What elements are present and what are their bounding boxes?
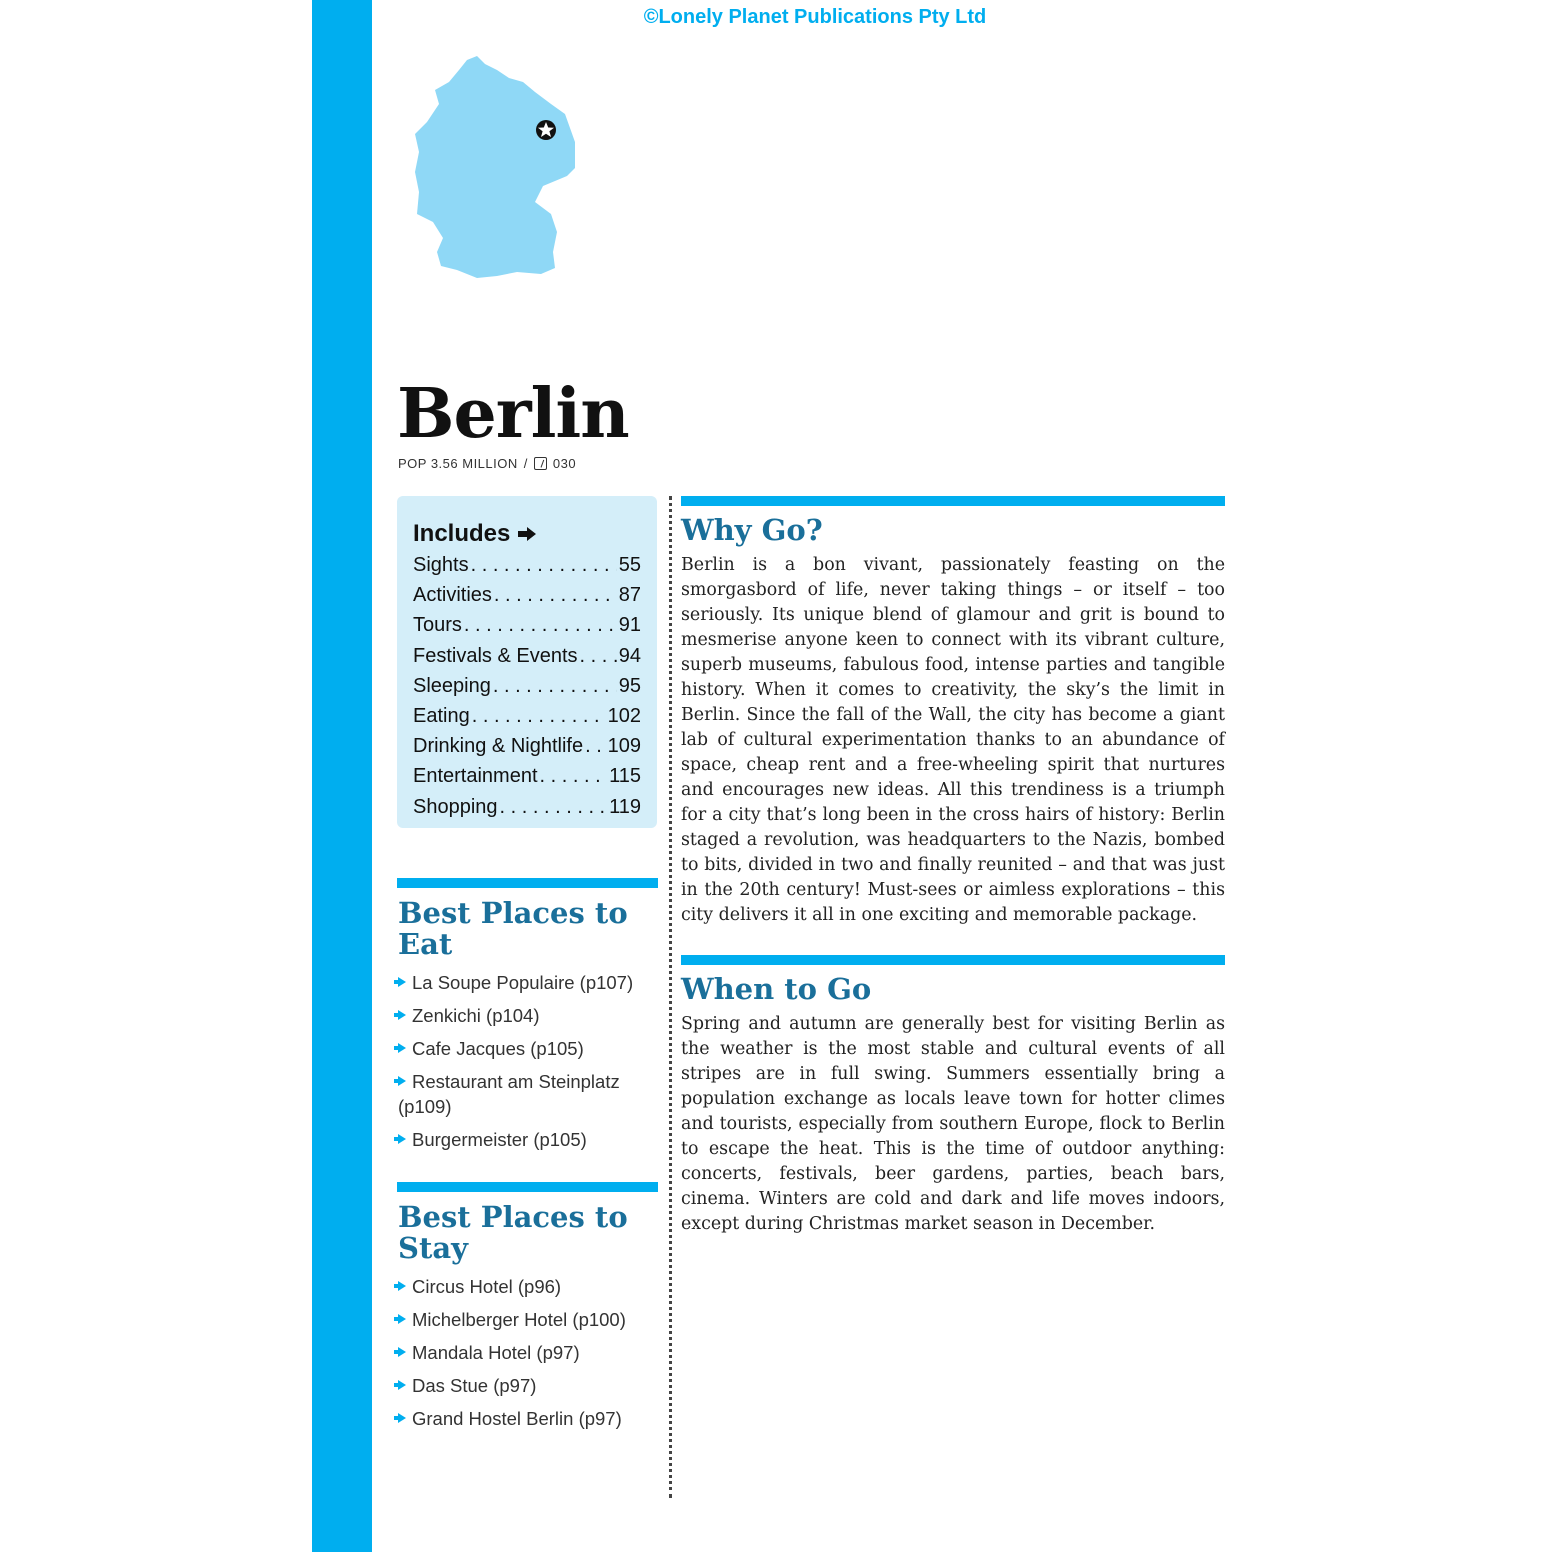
includes-item[interactable] xyxy=(413,580,641,610)
includes-item-label: Shopping xyxy=(413,795,498,818)
arrow-bullet-icon xyxy=(398,1413,406,1423)
section-rule xyxy=(681,955,1225,965)
list-item[interactable] xyxy=(398,1274,660,1299)
arrow-bullet-icon xyxy=(398,1076,406,1086)
includes-item-label: Entertainment xyxy=(413,765,538,788)
list-item[interactable] xyxy=(398,1036,660,1061)
phone-code: 030 xyxy=(552,456,577,471)
includes-item-page: 95 xyxy=(618,674,641,697)
includes-item-page: 55 xyxy=(618,554,641,576)
arrow-bullet-icon xyxy=(398,1010,406,1020)
includes-item[interactable] xyxy=(413,550,641,580)
includes-item-page: 115 xyxy=(609,765,641,788)
includes-item-page: 87 xyxy=(618,584,641,607)
arrow-bullet-icon xyxy=(398,1380,406,1390)
list-item[interactable] xyxy=(398,1373,660,1398)
arrow-bullet-icon xyxy=(398,1347,406,1357)
copyright-notice: ©Lonely Planet Publications Pty Ltd xyxy=(643,6,987,28)
best-stay-heading: Best Places to Stay xyxy=(398,1200,628,1265)
section-rule xyxy=(397,878,658,888)
arrow-bullet-icon xyxy=(398,1314,406,1324)
includes-item-page: 109 xyxy=(607,735,641,758)
right-arrow-icon xyxy=(518,527,536,541)
list-item[interactable] xyxy=(398,1406,660,1431)
arrow-bullet-icon xyxy=(398,1043,406,1053)
list-item-text: Michelberger Hotel (p100) xyxy=(412,1309,626,1330)
population-text: POP 3.56 MILLION xyxy=(398,456,518,471)
includes-item-label: Activities xyxy=(413,584,492,607)
list-item-text: Cafe Jacques (p105) xyxy=(412,1038,584,1059)
includes-item-page: 102 xyxy=(607,704,641,727)
list-item[interactable] xyxy=(398,970,660,995)
germany-outline xyxy=(415,56,575,278)
best-stay-list xyxy=(398,1274,660,1439)
list-item-text: Circus Hotel (p96) xyxy=(412,1276,562,1297)
list-item-text: Grand Hostel Berlin (p97) xyxy=(412,1408,622,1429)
when-to-go-heading: When to Go xyxy=(681,972,872,1006)
when-to-go-text: Spring and autumn are generally best for visiting Berlin as the weather is the most stable and cultural events of all stripes are in full swing. Summers essentially bring a population exchange as locals leave town for hotter climes and tourists, especially from southern Europe, flock to Berlin to escape the heat. This is the time of outdoor anything: concerts, festivals, beer gardens, parties, beach bars, cinema. Winters are cold and dark and life moves indoors, except during Christmas market season in December. xyxy=(681,1014,1225,1234)
arrow-bullet-icon xyxy=(398,1134,406,1144)
list-item[interactable] xyxy=(398,1307,660,1332)
arrow-bullet-icon xyxy=(398,977,406,987)
list-item-text: Zenkichi (p104) xyxy=(412,1005,540,1026)
includes-item-page: 94 xyxy=(618,644,641,667)
list-item-text: Burgermeister (p105) xyxy=(412,1129,587,1150)
list-item[interactable] xyxy=(398,1340,660,1365)
population-info xyxy=(398,456,576,471)
includes-item[interactable] xyxy=(413,792,641,822)
germany-locator-map xyxy=(405,52,585,282)
page-title: Berlin xyxy=(397,374,629,454)
includes-item-label: Eating xyxy=(413,704,470,727)
includes-item[interactable] xyxy=(413,701,641,731)
includes-item[interactable] xyxy=(413,610,641,640)
why-go-heading: Why Go? xyxy=(681,513,823,547)
includes-item-label: Sleeping xyxy=(413,674,491,697)
includes-heading xyxy=(413,520,641,548)
best-eat-heading: Best Places to Eat xyxy=(398,896,628,961)
list-item[interactable] xyxy=(398,1127,660,1152)
includes-item-label: Sights xyxy=(413,554,469,576)
telephone-icon xyxy=(534,457,547,470)
side-color-band xyxy=(312,0,372,1552)
includes-item[interactable] xyxy=(413,671,641,701)
list-item-text: La Soupe Populaire (p107) xyxy=(412,972,634,993)
list-item-text: Mandala Hotel (p97) xyxy=(412,1342,580,1363)
includes-item-page: 119 xyxy=(609,795,641,818)
list-item[interactable] xyxy=(398,1003,660,1028)
list-item-text: Das Stue (p97) xyxy=(412,1375,537,1396)
includes-heading-label: Includes xyxy=(413,520,511,547)
includes-item-label: Tours xyxy=(413,614,462,637)
best-eat-list xyxy=(398,970,660,1160)
includes-item[interactable] xyxy=(413,641,641,671)
arrow-bullet-icon xyxy=(398,1281,406,1291)
includes-item[interactable] xyxy=(413,731,641,761)
includes-box xyxy=(397,496,657,828)
separator: / xyxy=(523,456,528,471)
list-item-text: Restaurant am Steinplatz (p109) xyxy=(398,1071,620,1117)
column-divider xyxy=(669,496,672,1498)
section-rule xyxy=(397,1182,658,1192)
why-go-text: Berlin is a bon vivant, passionately feasting on the smorgasbord of life, never taking things – or itself – too seriously. Its unique blend of glamour and grit is bound to mesmerise anyone keen to connect with its vibrant culture, superb museums, fabulous food, intense parties and tangible history. When it comes to creativity, the sky’s the limit in Berlin. Since the fall of the Wall, the city has become a giant lab of cultural experimentation thanks to an abundance of space, cheap rent and a free-wheeling spirit that nurtures and encourages new ideas. All this trendiness is a triumph for a city that’s long been in the cross hairs of history: Berlin staged a revolution, was headquarters to the Nazis, bombed to bits, divided in two and finally reunited – and that was just in the 20th century! Must-sees or aimless explorations – this city delivers it all in one exciting and memorable package. xyxy=(681,555,1225,925)
includes-item-label: Festivals & Events xyxy=(413,644,578,667)
includes-item[interactable] xyxy=(413,761,641,791)
includes-item-label: Drinking & Nightlife xyxy=(413,735,584,758)
list-item[interactable] xyxy=(398,1069,660,1119)
includes-item-page: 91 xyxy=(618,614,641,637)
capital-star-icon xyxy=(536,120,556,140)
section-rule xyxy=(681,496,1225,506)
